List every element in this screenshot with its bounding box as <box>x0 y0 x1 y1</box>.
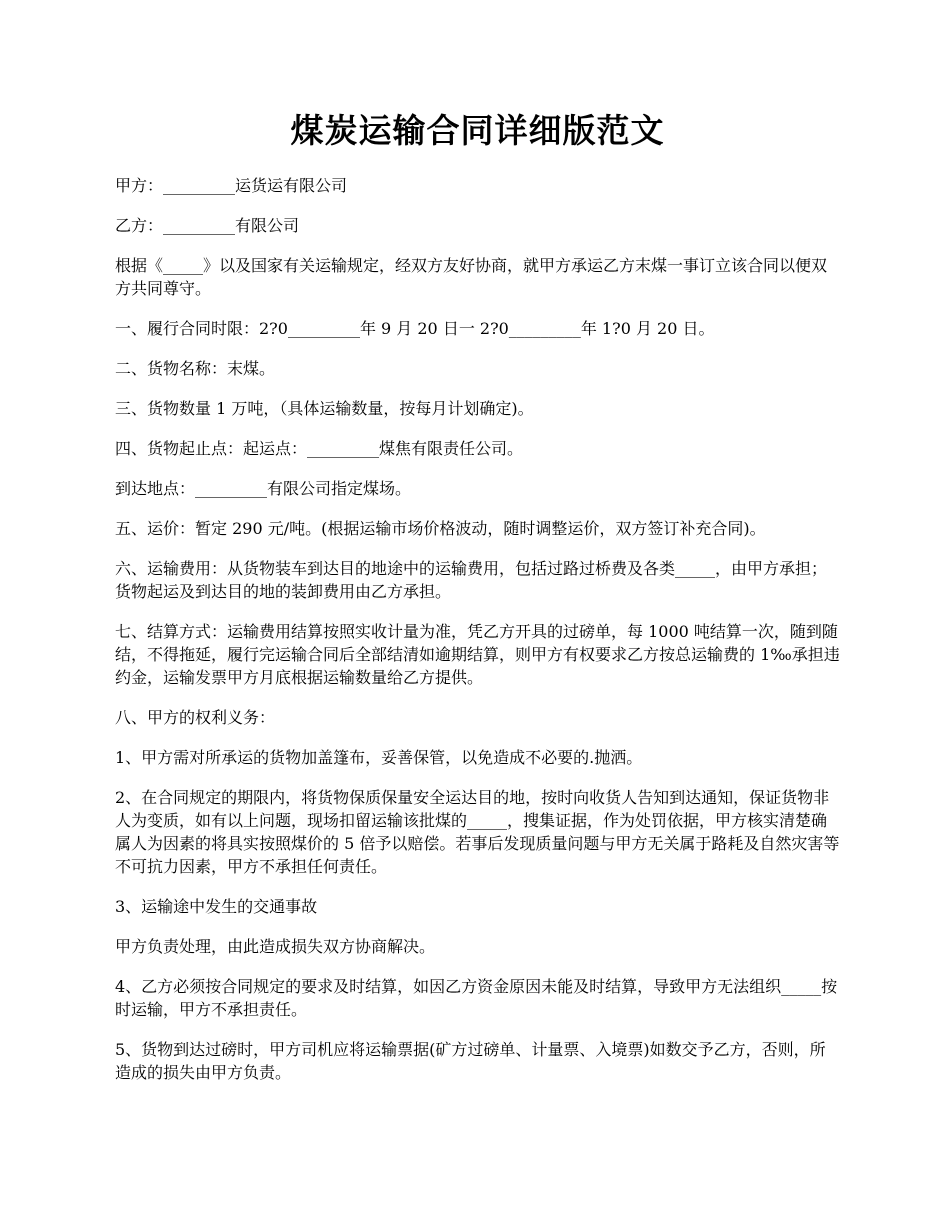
clause-4-destination: 到达地点：_________有限公司指定煤场。 <box>115 479 412 498</box>
party-a: 甲方：_________运货运有限公司 <box>115 176 348 195</box>
clause-3-quantity: 三、货物数量 1 万吨，（具体运输数量，按每月计划确定)。 <box>115 399 534 418</box>
clause-4-origin: 四、货物起止点：起运点：_________煤焦有限责任公司。 <box>115 439 524 458</box>
clause-7-settlement: 七、结算方式：运输费用结算按照实收计量为准，凭乙方开具的过磅单，每 1000 吨结算一次，随到随结，不得拖延，履行完运输合同后全部结清如逾期结算，则甲方有权要求乙方按总运输费的 1‰承担违约金，运输发票甲方月底根据运输数量给乙方提供。 <box>115 622 840 687</box>
clause-6-fees: 六、运输费用：从货物装车到达目的地途中的运输费用，包括过路过桥费及各类_____，由甲方承担；货物起运及到达目的地的装卸费用由乙方承担。 <box>115 559 828 601</box>
clause-5-price: 五、运价：暂定 290 元/吨。(根据运输市场价格波动，随时调整运价，双方签订补充合同)。 <box>115 519 766 538</box>
party-b: 乙方：_________有限公司 <box>115 216 300 235</box>
clause-8-item-2: 2、在合同规定的期限内，将货物保质保量安全运达目的地，按时向收货人告知到达通知，保证货物非人为变质，如有以上问题，现场扣留运输该批煤的_____，搜集证据，作为处罚依据，甲方核实清楚确属人为因素的将具实按照煤价的 5 倍予以赔偿。若事后发现质量问题与甲方无关属于路耗及自然灾害等不可抗力因素，甲方不承担任何责任。 <box>115 788 840 876</box>
clause-2-goods-name: 二、货物名称：末煤。 <box>115 359 276 378</box>
clause-8-item-5: 5、货物到达过磅时，甲方司机应将运输票据(矿方过磅单、计量票、入境票)如数交予乙方，否则，所造成的损失由甲方负责。 <box>115 1040 826 1082</box>
clause-8-item-3: 3、运输途中发生的交通事故 <box>115 897 318 916</box>
clause-8-item-3-detail: 甲方负责处理，由此造成损失双方协商解决。 <box>115 937 436 956</box>
clause-8-item-1: 1、甲方需对所承运的货物加盖篷布，妥善保管，以免造成不必要的.抛洒。 <box>115 748 643 767</box>
clause-8-heading: 八、甲方的权利义务： <box>115 708 276 727</box>
clause-1-term: 一、履行合同时限：2?0_________年 9 月 20 日一 2?0_________年 1?0 月 20 日。 <box>115 319 715 338</box>
clause-8-item-4: 4、乙方必须按合同规定的要求及时结算，如因乙方资金原因未能及时结算，导致甲方无法组织_____按时运输，甲方不承担责任。 <box>115 977 838 1019</box>
preamble: 根据《_____》以及国家有关运输规定，经双方友好协商，就甲方承运乙方末煤一事订立该合同以便双方共同尊守。 <box>115 256 828 298</box>
document-title: 煤炭运输合同详细版范文 <box>290 111 665 150</box>
